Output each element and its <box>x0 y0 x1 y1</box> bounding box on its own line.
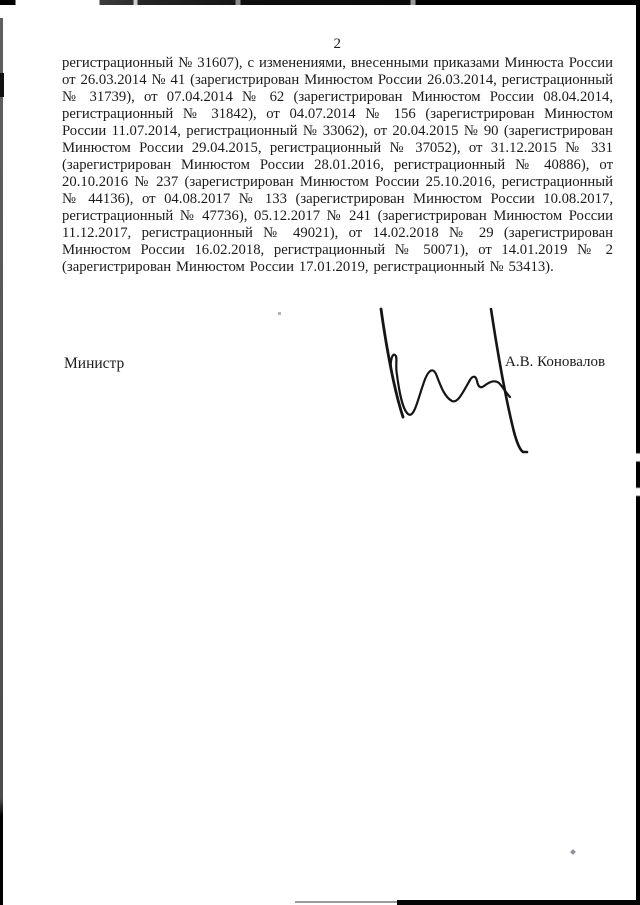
page-number: 2 <box>333 36 342 52</box>
scan-artifact-right-edge <box>636 0 640 905</box>
scan-artifact-left-edge <box>0 18 3 905</box>
scan-artifact-bottom-black <box>397 900 640 905</box>
body-paragraph: регистрационный № 31607), с изменениями, внесенными приказами Минюста России от 26.03.2014 № 41 (зарегистрирован Минюстом России 26.03.2014, регистрационный № 31739), от 07.04.2014 № 62 (зарегистрирован Минюстом России 08.04.2014, регистрационный № 31842), от 04.07.2014 № 156 (зарегистрирован Минюстом России 11.07.2014, регистрационный № 33062), от 20.04.2015 № 90 (зарегистрирован Минюстом России 29.04.2015, регистрационный № 37052), от 31.12.2015 № 331 (зарегистрирован Минюстом России 28.01.2016, регистрационный № 40886), от 20.10.2016 № 237 (зарегистрирован Минюстом России 25.10.2016, регистрационный № 44136), от 04.08.2017 № 133 (зарегистрирован Минюстом России 10.08.2017, регистрационный № 47736), 05.12.2017 № 241 (зарегистрирован Минюстом России 11.12.2017, регистрационный № 49021), от 14.02.2018 № 29 (зарегистрирован Минюстом России 16.02.2018, регистрационный № 50071), от 14.01.2019 № 2 (зарегистрирован Минюстом России 17.01.2019, регистрационный № 53413). <box>62 55 613 275</box>
handwritten-signature <box>368 302 538 460</box>
scan-artifact-bottom-gray <box>295 901 400 903</box>
scan-speck <box>278 312 281 315</box>
scan-artifact-left-tick <box>0 73 4 97</box>
signer-role-label: Министр <box>64 355 125 372</box>
scan-speck <box>570 849 576 855</box>
scan-artifact-top-edge <box>0 0 640 5</box>
signer-name: А.В. Коновалов <box>505 354 606 370</box>
